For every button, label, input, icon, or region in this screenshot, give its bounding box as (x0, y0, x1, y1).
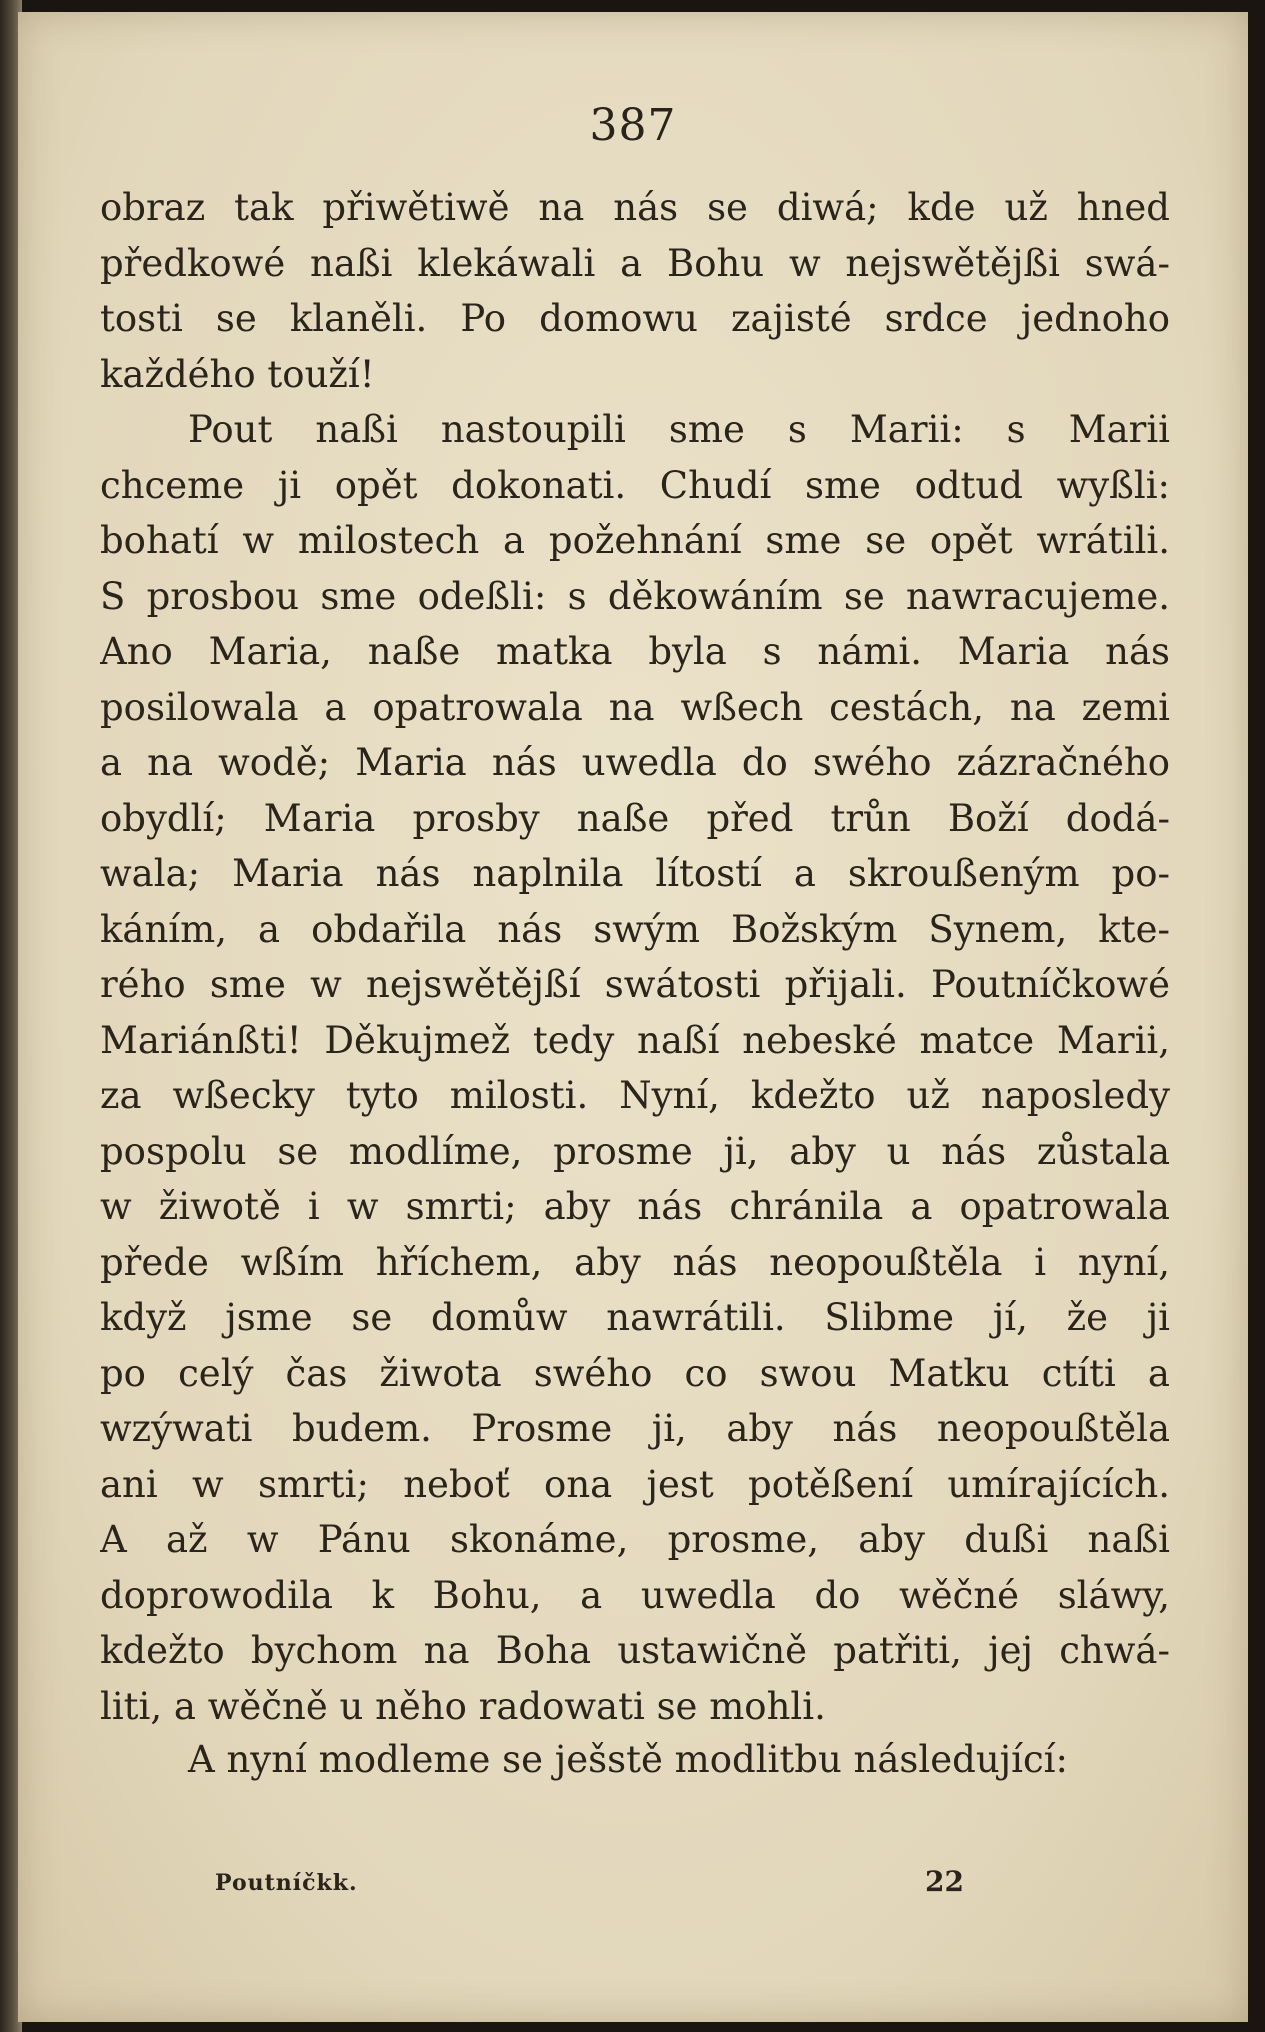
closing-line: A nyní modleme se ješstě modlitbu následující: (188, 1738, 1068, 1781)
text-line: kdežto bychom na Boha ustawičně patřiti, jej chwá- (100, 1629, 1170, 1672)
text-line: pospolu se modlíme, prosme ji, aby u nás zůstala (100, 1129, 1170, 1173)
text-line: po celý čas žiwota swého co swou Matku ctíti a (100, 1351, 1170, 1395)
paragraph-1 (100, 180, 1170, 402)
body-text (100, 180, 1170, 1734)
text-line: bohatí w milostech a požehnání sme se opět wrátili. (100, 519, 1170, 562)
text-line: A až w Pánu skonáme, prosme, aby dußi naßi (100, 1518, 1170, 1561)
text-line: Mariánßti! Děkujmež tedy naßí nebeské matce Marii, (100, 1018, 1170, 1062)
text-line: ani w smrti; neboť ona jest potěßení umírajících. (100, 1462, 1170, 1506)
text-line: a na wodě; Maria nás uwedla do swého zázračného (100, 741, 1170, 784)
text-line: obydlí; Maria prosby naße před trůn Boží dodá- (100, 796, 1170, 840)
page-number: 387 (589, 100, 677, 151)
text-line: tosti se klaněli. Po domowu zajisté srdce jednoho (100, 297, 1170, 340)
text-line: rého sme w nejswětějßí swátosti přijali. Poutníčkowé (100, 963, 1170, 1006)
text-line: doprowodila k Bohu, a uwedla do wěčné sláwy, (100, 1573, 1170, 1617)
text-line: liti, a wěčně u něho radowati se mohli. (100, 1684, 826, 1728)
text-line: každého touží! (100, 352, 375, 396)
text-line: když jsme se domůw nawrátili. Slibme jí, že ji (100, 1296, 1170, 1339)
text-line: předkowé naßi klekáwali a Bohu w nejswětějßi swá- (100, 241, 1170, 285)
text-line: obraz tak přiwětiwě na nás se diwá; kde už hned (100, 186, 1170, 229)
text-line: chceme ji opět dokonati. Chudí sme odtud wyßli: (100, 463, 1170, 507)
text-line: S prosbou sme odeßli: s děkowáním se nawracujeme. (100, 574, 1170, 618)
text-line: Pout naßi nastoupili sme s Marii: s Marii (188, 408, 1170, 451)
text-line: káním, a obdařila nás swým Božským Synem, kte- (100, 907, 1170, 951)
footer-signature: Poutníčkk. (215, 1870, 358, 1896)
text-line: wzýwati budem. Prosme ji, aby nás neopoußtěla (100, 1407, 1170, 1450)
text-line: wala; Maria nás naplnila lítostí a skroußeným po- (100, 852, 1170, 895)
paragraph-2 (100, 402, 1170, 1734)
text-line: za wßecky tyto milosti. Nyní, kdežto už naposledy (100, 1074, 1170, 1117)
text-line: přede wßím hříchem, aby nás neopoußtěla i nyní, (100, 1240, 1170, 1284)
text-line: posilowala a opatrowala na wßech cestách, na zemi (100, 685, 1170, 729)
footer-sheet-number: 22 (925, 1865, 964, 1898)
text-line: Ano Maria, naße matka byla s námi. Maria nás (100, 630, 1170, 673)
text-line: w žiwotě i w smrti; aby nás chránila a opatrowala (100, 1185, 1170, 1228)
